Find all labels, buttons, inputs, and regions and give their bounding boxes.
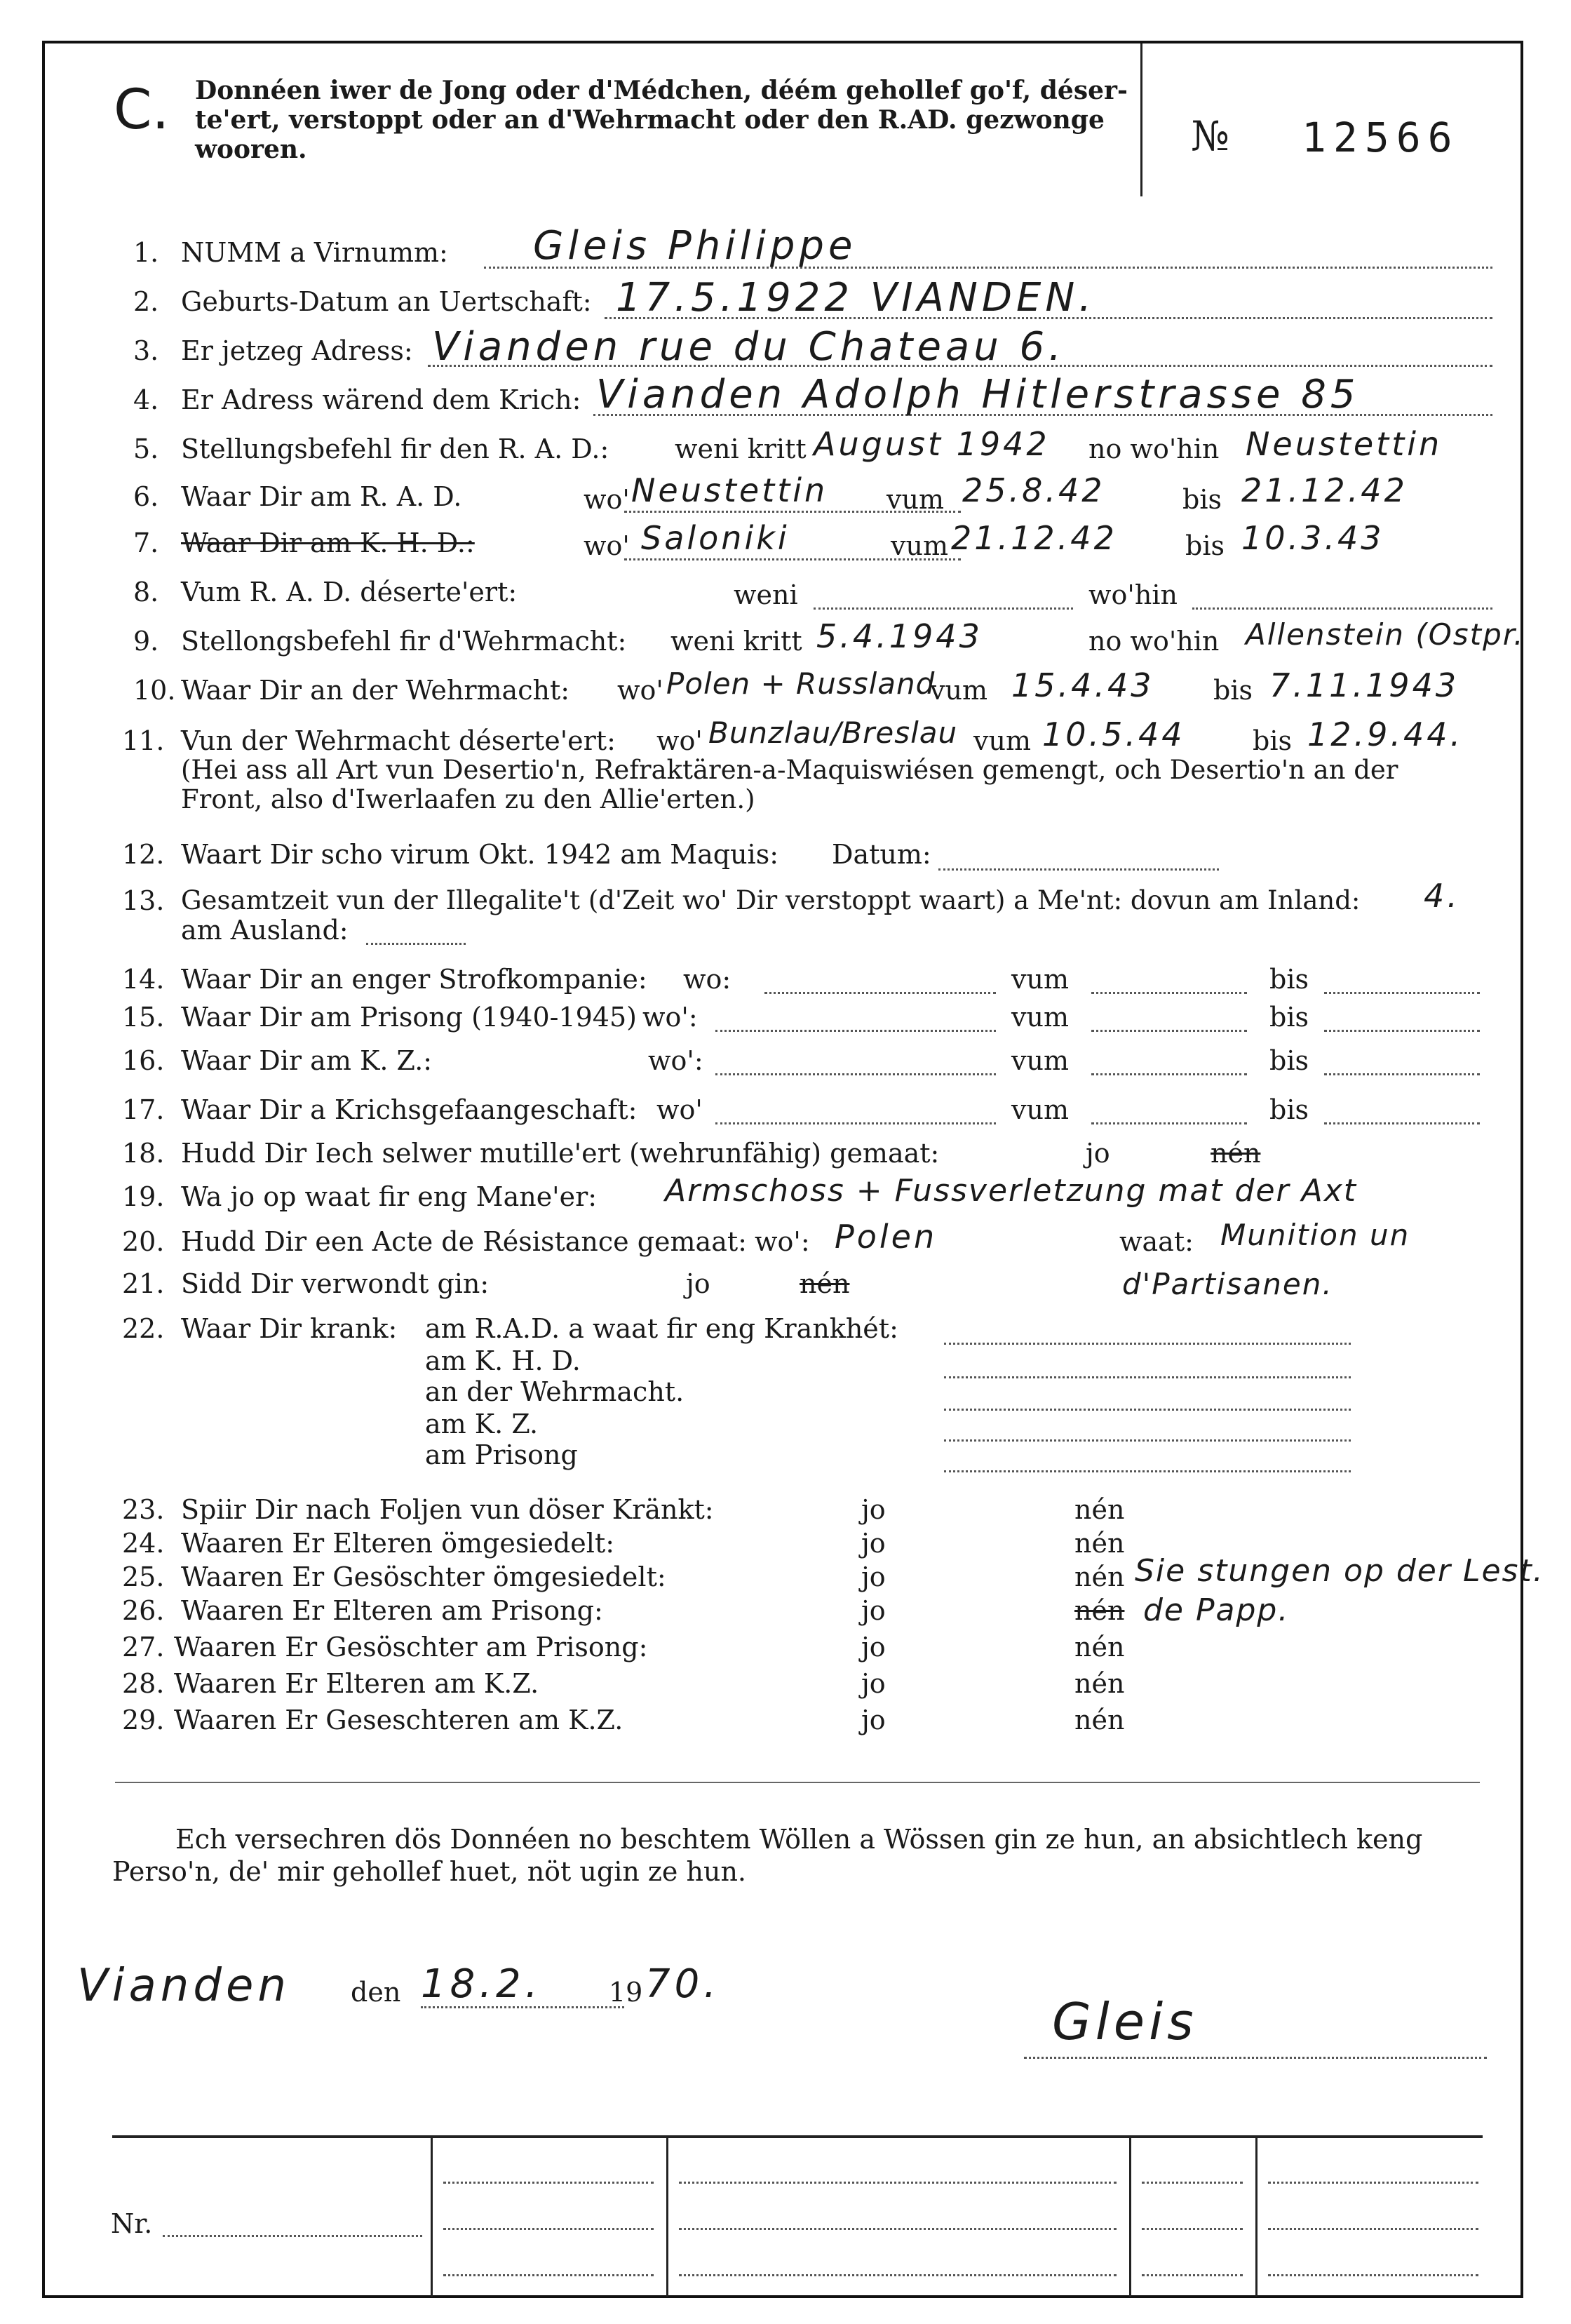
manner-value: Armschoss + Fussverletzung mat der Axt <box>665 1173 1357 1209</box>
war-address-label: Er Adress wärend dem Krich: <box>181 384 581 415</box>
dotted-line <box>163 2235 422 2237</box>
siblings-resettled-note: Sie stungen op der Lest. <box>1135 1553 1544 1589</box>
wo-label: wo' <box>656 725 703 756</box>
bis-label: bis <box>1213 675 1253 706</box>
dotted-line <box>764 992 996 994</box>
dotted-line <box>1268 2228 1478 2230</box>
desertion-from: 10.5.44 <box>1042 716 1185 753</box>
jo-option: jo <box>861 1494 886 1525</box>
vum-label: vum <box>1011 964 1069 995</box>
date-value: 18.2. <box>421 1961 542 2007</box>
siblings-prison-label: Waaren Er Gesöschter am Prisong: <box>174 1632 648 1663</box>
after-effects-label: Spiir Dir nach Foljen vun döser Kränkt: <box>181 1494 714 1525</box>
wehrmacht-from: 15.4.43 <box>1011 666 1154 704</box>
resistance-label: Hudd Dir een Acte de Résistance gemaat: <box>181 1226 747 1257</box>
row-number: 13. <box>122 885 165 916</box>
dotted-line <box>715 1073 996 1075</box>
section-letter: C. <box>114 79 170 142</box>
header-title-line3: wooren. <box>195 135 307 164</box>
jo-option: jo <box>686 1268 710 1299</box>
row-number: 28. <box>122 1668 165 1699</box>
self-mutilation-label: Hudd Dir Iech selwer mutille'ert (wehrunfähig) gemaat: <box>181 1138 940 1169</box>
header-divider <box>1140 43 1142 196</box>
row-number: 1. <box>133 237 159 268</box>
rad-order-place: Neustettin <box>1246 425 1443 463</box>
wohin-label: no wo'hin <box>1088 434 1220 464</box>
dotted-line <box>1192 607 1492 610</box>
khd-label: Waar Dir am K. H. D.: <box>181 528 475 558</box>
row-number: 21. <box>122 1268 165 1299</box>
nen-option: nén <box>1074 1561 1125 1592</box>
sick-kz-label: am K. Z. <box>425 1409 539 1439</box>
weni-label: weni kritt <box>675 434 807 464</box>
row-number: 16. <box>122 1045 165 1076</box>
wo-label: wo' <box>617 675 663 706</box>
dotted-line <box>443 2228 654 2230</box>
row-number: 24. <box>122 1528 165 1559</box>
name-value: Gleis Philippe <box>533 223 857 269</box>
dotted-line <box>421 2006 624 2008</box>
vum-label: vum <box>886 484 944 515</box>
khd-from: 21.12.42 <box>951 519 1117 557</box>
vum-label: vum <box>930 675 987 706</box>
siblings-resettled-label: Waaren Er Gesöschter ömgesiedelt: <box>181 1561 666 1592</box>
row-number: 10. <box>133 675 176 706</box>
address-value: Vianden rue du Chateau 6. <box>432 324 1065 370</box>
jo-option: jo <box>861 1528 886 1559</box>
row-number: 20. <box>122 1226 165 1257</box>
sick-khd-label: am K. H. D. <box>425 1345 581 1376</box>
dotted-line <box>944 1343 1351 1345</box>
dotted-line <box>715 1122 996 1124</box>
nen-option: nén <box>1074 1528 1125 1559</box>
wounded-label: Sidd Dir verwondt gin: <box>181 1268 490 1299</box>
weni-label: weni kritt <box>670 626 802 657</box>
header-title-line2: te'ert, verstoppt oder an d'Wehrmacht oder den R.AD. gezwonge <box>195 105 1105 135</box>
address-label: Er jetzeg Adress: <box>181 335 413 366</box>
row-number: 19. <box>122 1181 165 1212</box>
row-number: 9. <box>133 626 159 657</box>
bis-label: bis <box>1185 530 1225 561</box>
row-number: 6. <box>133 481 159 512</box>
dotted-line <box>944 1439 1351 1442</box>
bis-label: bis <box>1269 1094 1309 1125</box>
form-number: 12566 <box>1302 114 1459 161</box>
row-number: 7. <box>133 528 159 558</box>
declaration-line1: Ech versechren dös Donnéen no beschtem Wöllen a Wössen gin ze hun, an absichtlech keng <box>175 1824 1423 1855</box>
dotted-line <box>443 2274 654 2276</box>
bis-label: bis <box>1253 725 1292 756</box>
datum-label: Datum: <box>832 839 931 870</box>
number-label: № <box>1191 112 1229 160</box>
dotted-line <box>814 607 1073 610</box>
khd-place: Saloniki <box>641 519 790 557</box>
inland-value: 4. <box>1424 877 1460 915</box>
dotted-line <box>679 2274 1117 2276</box>
desertion-note-line2: Front, also d'Iwerlaafen zu den Allie'erten.) <box>181 784 755 814</box>
dotted-line <box>944 1470 1351 1472</box>
table-divider <box>1129 2137 1131 2297</box>
jo-option: jo <box>861 1668 886 1699</box>
dotted-line <box>679 2228 1117 2230</box>
waat-label: waat: <box>1119 1226 1194 1257</box>
year-value: 70. <box>645 1961 721 2007</box>
rad-place: Neustettin <box>631 471 828 509</box>
wo-label: wo' <box>584 530 630 561</box>
wo-label: wo': <box>642 1002 698 1033</box>
dotted-line <box>1324 1030 1480 1032</box>
birth-label: Geburts-Datum an Uertschaft: <box>181 286 592 317</box>
wohin-label: no wo'hin <box>1088 626 1220 657</box>
desertion-to: 12.9.44. <box>1307 716 1464 753</box>
wehrmacht-label: Waar Dir an der Wehrmacht: <box>181 675 570 706</box>
row-number: 5. <box>133 434 159 464</box>
declaration-line2: Perso'n, de' mir gehollef huet, nöt ugin ze hun. <box>112 1856 747 1887</box>
rad-order-date: August 1942 <box>814 425 1050 463</box>
wehrmacht-order-date: 5.4.1943 <box>816 617 983 655</box>
row-number: 22. <box>122 1313 165 1344</box>
dotted-line <box>1142 2274 1243 2276</box>
table-divider <box>666 2137 668 2297</box>
wehrmacht-order-label: Stellongsbefehl fir d'Wehrmacht: <box>181 626 627 657</box>
parents-kz-label: Waaren Er Elteren am K.Z. <box>174 1668 539 1699</box>
row-number: 12. <box>122 839 165 870</box>
bis-label: bis <box>1269 1002 1309 1033</box>
manner-label: Wa jo op waat fir eng Mane'er: <box>181 1181 598 1212</box>
nen-option: nén <box>1074 1632 1125 1663</box>
rad-to: 21.12.42 <box>1241 471 1408 509</box>
resistance-place: Polen <box>835 1218 938 1256</box>
ausland-label: am Ausland: <box>181 915 349 946</box>
dotted-line <box>1142 2182 1243 2184</box>
row-number: 18. <box>122 1138 165 1169</box>
vum-label: vum <box>973 725 1031 756</box>
den-label: den <box>351 1977 401 2008</box>
table-divider <box>1255 2137 1258 2297</box>
row-number: 15. <box>122 1002 165 1033</box>
nen-option: nén <box>800 1268 850 1299</box>
bis-label: bis <box>1269 1045 1309 1076</box>
dotted-line <box>1091 1122 1247 1124</box>
row-number: 11. <box>122 725 165 756</box>
prison-label: Waar Dir am Prisong (1940-1945) <box>181 1002 637 1033</box>
vum-label: vum <box>1011 1002 1069 1033</box>
birth-value: 17.5.1922 VIANDEN. <box>616 275 1096 321</box>
dotted-line <box>715 1030 996 1032</box>
signature: Gleis <box>1052 1992 1198 2051</box>
pow-label: Waar Dir a Krichsgefaangeschaft: <box>181 1094 638 1125</box>
nen-option: nén <box>1211 1138 1261 1169</box>
parents-prison-label: Waaren Er Elteren am Prisong: <box>181 1595 603 1626</box>
row-number: 3. <box>133 335 159 366</box>
rad-label: Waar Dir am R. A. D. <box>181 481 462 512</box>
jo-option: jo <box>861 1561 886 1592</box>
maquis-label: Waart Dir scho virum Okt. 1942 am Maquis: <box>181 839 779 870</box>
dotted-line <box>944 1376 1351 1378</box>
jo-option: jo <box>861 1705 886 1735</box>
khd-to: 10.3.43 <box>1241 519 1384 557</box>
nen-option: nén <box>1074 1668 1125 1699</box>
wo-label: wo' <box>584 484 630 515</box>
signature-line <box>1024 2057 1487 2059</box>
table-divider <box>431 2137 433 2297</box>
dotted-line <box>366 943 466 945</box>
wo-label: wo': <box>755 1226 810 1257</box>
wehrmacht-desertion-label: Vun der Wehrmacht déserte'ert: <box>181 725 616 756</box>
resistance-what-line2: d'Partisanen. <box>1122 1267 1333 1301</box>
row-number: 27. <box>122 1632 165 1663</box>
table-top-border <box>112 2135 1483 2138</box>
wo-label: wo' <box>656 1094 703 1125</box>
year-prefix: 19 <box>609 1977 643 2008</box>
row-number: 17. <box>122 1094 165 1125</box>
row-number: 26. <box>122 1595 165 1626</box>
siblings-kz-label: Waaren Er Geseschteren am K.Z. <box>174 1705 623 1735</box>
war-address-value: Vianden Adolph Hitlerstrasse 85 <box>596 372 1360 417</box>
nen-option: nén <box>1074 1705 1125 1735</box>
rad-from: 25.8.42 <box>962 471 1105 509</box>
jo-option: jo <box>861 1595 886 1626</box>
row-number: 4. <box>133 384 159 415</box>
nen-option: nén <box>1074 1494 1125 1525</box>
dotted-line <box>1268 2274 1478 2276</box>
dotted-line <box>1091 1073 1247 1075</box>
header-title-line1: Donnéen iwer de Jong oder d'Médchen, déém gehollef go'f, déser- <box>195 76 1128 105</box>
row-number: 14. <box>122 964 165 995</box>
name-label: NUMM a Virnumm: <box>181 237 448 268</box>
illegality-label: Gesamtzeit vun der Illegalite't (d'Zeit wo' Dir verstoppt waart) a Me'nt: dovun am Inland: <box>181 885 1361 915</box>
row-number: 8. <box>133 577 159 607</box>
parents-resettled-label: Waaren Er Elteren ömgesiedelt: <box>181 1528 615 1559</box>
vum-label: vum <box>1011 1094 1069 1125</box>
bis-label: bis <box>1269 964 1309 995</box>
dotted-line <box>944 1409 1351 1411</box>
rad-desertion-label: Vum R. A. D. déserte'ert: <box>181 577 518 607</box>
sick-prison-label: am Prisong <box>425 1439 578 1470</box>
weni-label: weni <box>734 579 798 610</box>
dotted-line <box>1268 2182 1478 2184</box>
row-number: 23. <box>122 1494 165 1525</box>
jo-option: jo <box>1086 1138 1110 1169</box>
vum-label: vum <box>891 530 948 561</box>
kz-label: Waar Dir am K. Z.: <box>181 1045 433 1076</box>
parents-prison-note: de Papp. <box>1143 1592 1290 1628</box>
wo-label: wo': <box>648 1045 703 1076</box>
vum-label: vum <box>1011 1045 1069 1076</box>
dotted-line <box>1324 1122 1480 1124</box>
desertion-note-line1: (Hei ass all Art vun Desertio'n, Refraktären-a-Maquiswiésen gemengt, och Desertio'n an der <box>181 755 1398 785</box>
dotted-line <box>443 2182 654 2184</box>
row-number: 29. <box>122 1705 165 1735</box>
dotted-line <box>1324 992 1480 994</box>
penal-company-label: Waar Dir an enger Strofkompanie: <box>181 964 647 995</box>
wehrmacht-place: Polen + Russland <box>666 666 936 701</box>
wo-label: wo: <box>683 964 731 995</box>
nr-label: Nr. <box>111 2208 153 2239</box>
dotted-line <box>1324 1073 1480 1075</box>
desertion-place: Bunzlau/Breslau <box>708 716 958 750</box>
dotted-line <box>1142 2228 1243 2230</box>
wehrmacht-order-place: Allenstein (Ostpr. <box>1246 617 1525 652</box>
resistance-what-line1: Munition un <box>1220 1218 1410 1252</box>
dotted-line <box>938 868 1219 871</box>
sick-label: Waar Dir krank: <box>181 1313 398 1344</box>
row-number: 25. <box>122 1561 165 1592</box>
bis-label: bis <box>1182 484 1222 515</box>
wehrmacht-to: 7.11.1943 <box>1269 666 1459 704</box>
dotted-line <box>1091 992 1247 994</box>
nen-option: nén <box>1074 1595 1125 1626</box>
row-number: 2. <box>133 286 159 317</box>
dotted-line <box>679 2182 1117 2184</box>
rad-order-label: Stellungsbefehl fir den R. A. D.: <box>181 434 609 464</box>
sick-rad-label: am R.A.D. a waat fir eng Krankhét: <box>425 1313 898 1344</box>
place-value: Vianden <box>77 1960 290 2012</box>
wohin-label: wo'hin <box>1088 579 1178 610</box>
separator <box>115 1782 1480 1783</box>
dotted-line <box>1091 1030 1247 1032</box>
jo-option: jo <box>861 1632 886 1663</box>
sick-wehrmacht-label: an der Wehrmacht. <box>425 1376 685 1407</box>
